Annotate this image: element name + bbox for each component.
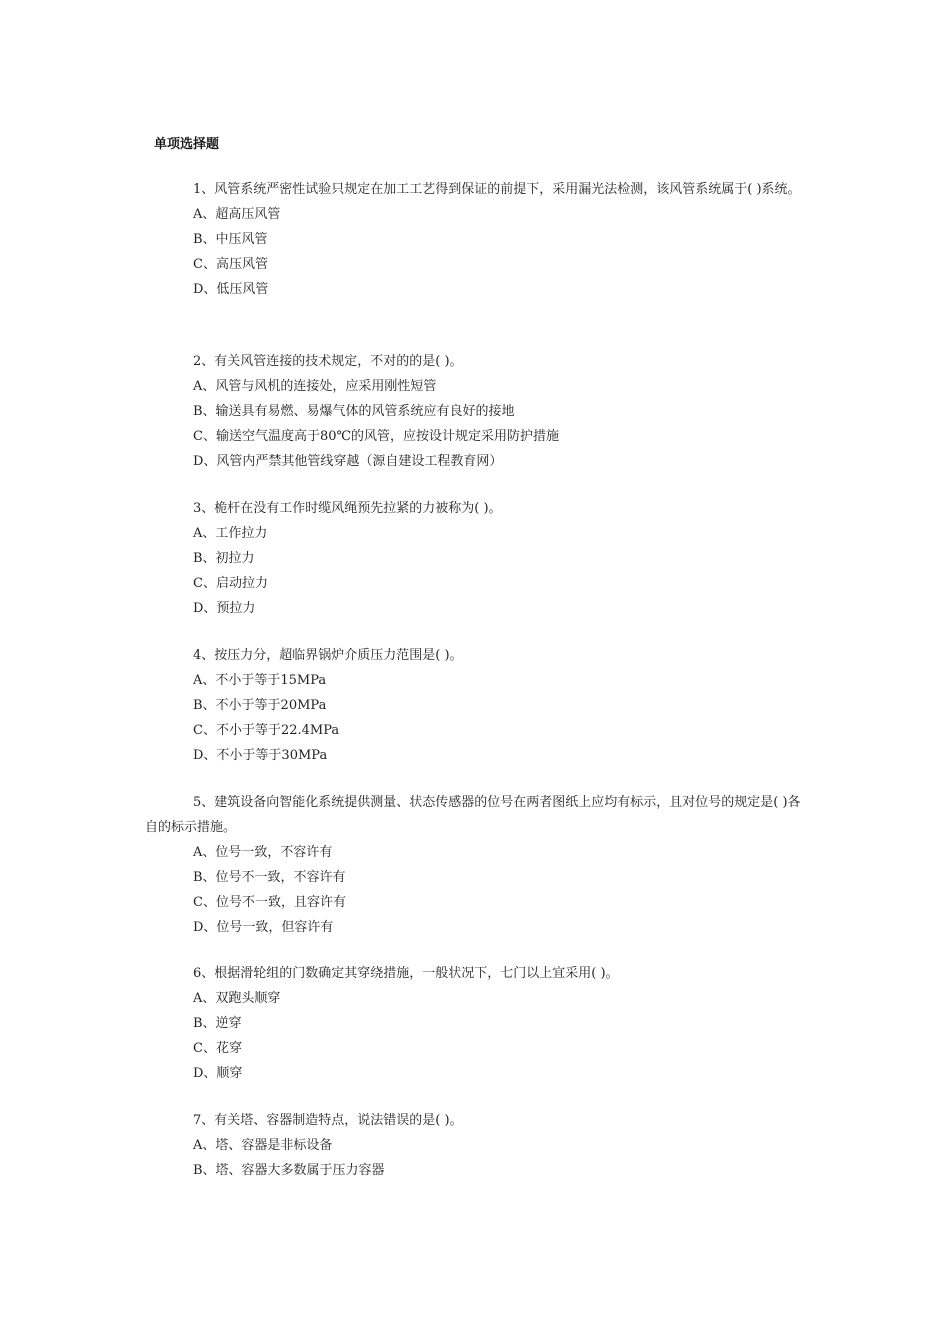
option-d: D、不小于等于30MPa (193, 748, 328, 763)
option-b: B、不小于等于20MPa (193, 698, 327, 713)
option-c: C、高压风管 (193, 257, 268, 272)
question-6 (145, 961, 810, 1086)
option-d: D、位号一致，但容许有 (193, 920, 334, 935)
option-a: A、双跑头顺穿 (193, 991, 281, 1006)
option-a: A、不小于等于15MPa (193, 673, 327, 688)
question-stem: 4、按压力分，超临界锅炉介质压力范围是( )。 (193, 648, 463, 663)
question-1 (145, 177, 810, 302)
option-b: B、中压风管 (193, 232, 268, 247)
option-c: C、启动拉力 (193, 576, 268, 591)
question-stem: 1、风管系统严密性试验只规定在加工工艺得到保证的前提下，采用漏光法检测，该风管系统属于( )系统。 (193, 182, 801, 197)
question-7 (145, 1108, 810, 1183)
option-b: B、位号不一致，不容许有 (193, 870, 346, 885)
option-a: A、工作拉力 (193, 526, 268, 541)
option-d: D、顺穿 (193, 1066, 243, 1081)
question-stem: 7、有关塔、容器制造特点，说法错误的是( )。 (193, 1113, 463, 1128)
question-5 (145, 790, 810, 940)
question-stem: 6、根据滑轮组的门数确定其穿绕措施，一般状况下，七门以上宜采用( )。 (193, 966, 619, 981)
option-d: D、低压风管 (193, 282, 269, 297)
option-c: C、花穿 (193, 1041, 242, 1056)
option-d: D、风管内严禁其他管线穿越（源自建设工程教育网） (193, 454, 503, 469)
question-2 (145, 349, 810, 474)
option-b: B、输送具有易燃、易爆气体的风管系统应有良好的接地 (193, 404, 515, 419)
option-c: C、不小于等于22.4MPa (193, 723, 340, 738)
option-d: D、预拉力 (193, 601, 256, 616)
option-b: B、逆穿 (193, 1016, 242, 1031)
question-stem: 5、建筑设备向智能化系统提供测量、状态传感器的位号在两者图纸上应均有标示，且对位号的规定是( )各自的标示措施。 (145, 795, 801, 835)
question-stem: 2、有关风管连接的技术规定，不对的的是( )。 (193, 354, 463, 369)
question-stem: 3、桅杆在没有工作时缆风绳预先拉紧的力被称为( )。 (193, 501, 502, 516)
section-title: 单项选择题 (154, 137, 220, 152)
question-4 (145, 643, 810, 768)
option-a: A、风管与风机的连接处，应采用刚性短管 (193, 379, 437, 394)
question-3 (145, 496, 810, 621)
option-c: C、位号不一致，且容许有 (193, 895, 346, 910)
option-b: B、塔、容器大多数属于压力容器 (193, 1163, 385, 1178)
option-a: A、塔、容器是非标设备 (193, 1138, 333, 1153)
option-a: A、超高压风管 (193, 207, 281, 222)
option-c: C、输送空气温度高于80℃的风管，应按设计规定采用防护措施 (193, 429, 560, 444)
option-a: A、位号一致，不容许有 (193, 845, 333, 860)
option-b: B、初拉力 (193, 551, 255, 566)
